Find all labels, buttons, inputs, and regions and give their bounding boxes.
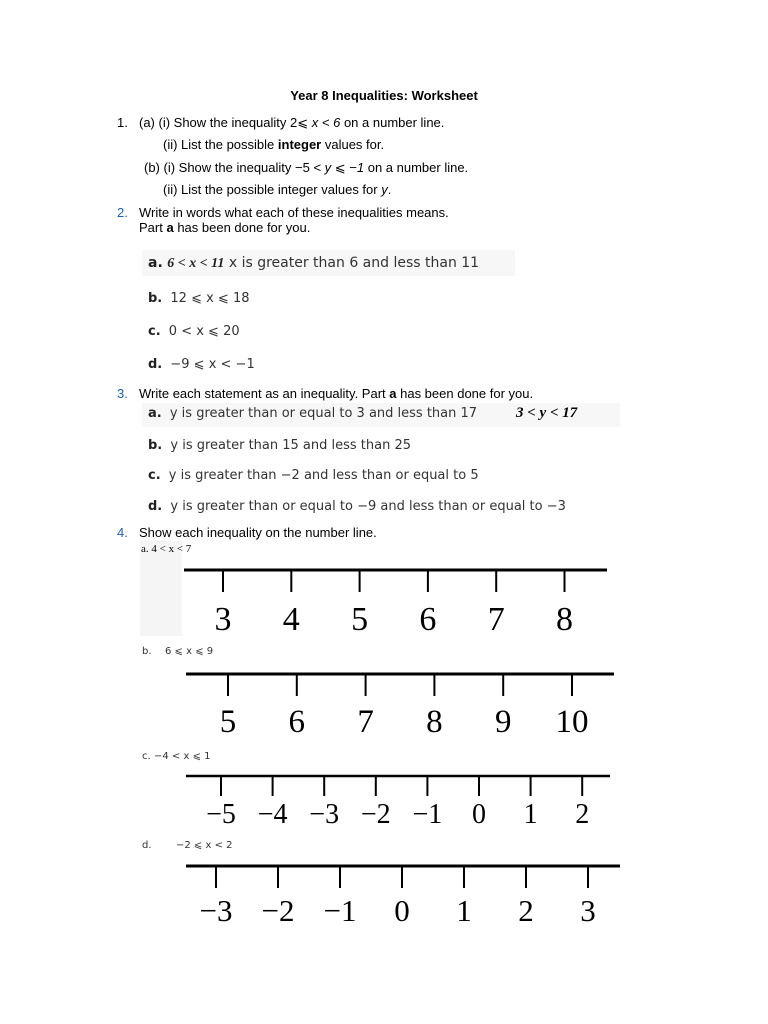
q4-c-label: c. — [142, 751, 151, 762]
q3-c-label: c. — [148, 468, 161, 483]
q3-a-answer: 3 < y < 17 — [516, 405, 578, 421]
q4-c-ineq: −4 < x ⩽ 1 — [154, 751, 211, 762]
q1-b-i-sym: ⩽ — [331, 160, 350, 175]
q1-number: 1. — [117, 115, 128, 130]
q3-line-pre: Write each statement as an inequality. Part — [139, 386, 390, 401]
q2-line1: Write in words what each of these inequalities means. — [139, 205, 449, 220]
q2-b-label: b. — [148, 291, 163, 306]
q1-a-i — [139, 115, 444, 131]
q4-c-number-line — [184, 768, 612, 830]
q2-b-line — [148, 291, 249, 306]
ticks-d-tick-label: 2 — [518, 893, 534, 928]
q3-a-text: y is greater than or equal to 3 and less than 17 — [169, 406, 478, 421]
q3-line-bold: a — [389, 386, 397, 401]
q2-a-math: 6 < x < 11 — [167, 256, 225, 271]
ticks-d-tick-label: 0 — [394, 893, 410, 928]
q2-line2-bold: a — [166, 220, 174, 235]
ticks-a-tick-label: 8 — [556, 601, 573, 638]
ticks-c-tick-label: −1 — [412, 799, 443, 830]
ticks-d-tick-label: 3 — [580, 893, 596, 928]
q4-a-ticks — [215, 570, 574, 638]
q2-line2 — [139, 220, 310, 235]
q4-b-ineq: 6 ⩽ x ⩽ 9 — [165, 646, 214, 657]
ticks-b-tick-label: 9 — [494, 704, 512, 740]
q2-b-text: 12 ⩽ x ⩽ 18 — [170, 291, 250, 306]
q4-d-ticks — [200, 866, 596, 928]
q1-a-i-ital: x < 6 — [308, 115, 341, 130]
ticks-b-tick-label: 6 — [288, 704, 306, 740]
q1-b-ii-pre: (ii) List the possible integer values for — [163, 182, 382, 197]
q3-line-post: has been done for you. — [396, 386, 534, 401]
ticks-c-tick-label: 0 — [472, 799, 486, 830]
q3-d-line — [148, 499, 566, 514]
q2-c-line — [148, 324, 240, 339]
q3-b-label: b. — [148, 438, 163, 453]
ticks-c-tick-label: 1 — [523, 799, 538, 830]
q4-line: Show each inequality on the number line. — [139, 525, 377, 540]
q3-d-text: y is greater than or equal to −9 and less than or equal to −3 — [170, 499, 566, 514]
q4-a-label: a. 4 < x < 7 — [141, 543, 192, 555]
ticks-a-tick-label: 5 — [351, 601, 369, 638]
ticks-a-tick-label: 7 — [487, 601, 505, 638]
q2-a-line — [148, 255, 479, 272]
ticks-b-tick-label: 7 — [357, 704, 374, 740]
q4-a-number-line — [182, 560, 610, 638]
ticks-d-tick-label: −1 — [323, 893, 357, 928]
page-title: Year 8 Inequalities: Worksheet — [290, 88, 478, 103]
ticks-d-tick-label: −2 — [261, 893, 295, 928]
q4-b-label: b. — [142, 646, 152, 657]
q2-c-text: 0 < x ⩽ 20 — [168, 324, 240, 339]
ticks-a-tick-label: 3 — [214, 601, 232, 638]
q1-a-ii-bold: integer — [277, 137, 322, 152]
q1-b-i-y: y — [324, 160, 332, 175]
ticks-d-tick-label: −3 — [199, 893, 233, 928]
q1-a-i-sym: ⩽ — [297, 115, 309, 130]
ticks-b-tick-label: 5 — [219, 704, 237, 740]
q2-line2-post: has been done for you. — [173, 220, 311, 235]
q1-b-ii-y: y — [381, 182, 388, 197]
q4-d-number-line — [184, 858, 622, 930]
q1-b-i — [144, 160, 468, 176]
q1-a-i-pre: (a) (i) Show the inequality 2 — [139, 115, 298, 130]
q2-d-line — [148, 357, 255, 372]
q1-b-i-ital: −1 — [349, 160, 365, 175]
q4-b-number-line — [184, 664, 616, 740]
q1-a-ii — [163, 137, 384, 152]
q3-number: 3. — [117, 386, 128, 401]
q1-b-i-pre: (b) (i) Show the inequality −5 < — [144, 160, 325, 175]
q4-c-ticks — [206, 776, 589, 830]
q1-a-ii-post: values for. — [321, 137, 385, 152]
q3-c-text: y is greater than −2 and less than or equal to 5 — [168, 468, 479, 483]
q1-b-ii-post: . — [387, 182, 392, 197]
q1-a-ii-pre: (ii) List the possible — [163, 137, 278, 152]
q1-b-ii — [163, 182, 391, 197]
q2-a-label: a. — [148, 255, 163, 271]
q3-d-label: d. — [148, 499, 163, 514]
q2-c-label: c. — [148, 324, 161, 339]
q4-d-label: d. — [142, 840, 152, 851]
q2-number: 2. — [117, 205, 128, 220]
ticks-c-tick-label: −5 — [206, 799, 236, 830]
q3-line — [139, 386, 533, 401]
ticks-c-tick-label: −2 — [360, 799, 391, 830]
q3-b-line — [148, 438, 411, 453]
q3-b-text: y is greater than 15 and less than 25 — [170, 438, 412, 453]
q3-a-line — [148, 406, 477, 421]
ticks-a-tick-label: 6 — [419, 601, 437, 638]
q3-a-label: a. — [148, 406, 162, 421]
ticks-b-tick-label: 10 — [555, 704, 589, 740]
q4-number: 4. — [117, 525, 128, 540]
q3-c-line — [148, 468, 479, 483]
q2-line2-pre: Part — [139, 220, 167, 235]
q2-a-text: x is greater than 6 and less than 11 — [224, 255, 480, 271]
ticks-c-tick-label: −4 — [257, 799, 288, 830]
q2-d-label: d. — [148, 357, 163, 372]
ticks-c-tick-label: −3 — [309, 799, 340, 830]
ticks-d-tick-label: 1 — [456, 893, 472, 928]
q2-d-text: −9 ⩽ x < −1 — [170, 357, 255, 372]
ticks-b-tick-label: 8 — [426, 704, 443, 740]
ticks-a-tick-label: 4 — [282, 601, 300, 638]
q1-b-i-post: on a number line. — [364, 160, 469, 175]
q1-a-i-post: on a number line. — [340, 115, 445, 130]
ticks-c-tick-label: 2 — [575, 799, 590, 830]
q4-b-ticks — [220, 674, 589, 740]
q4-d-ineq: −2 ⩽ x < 2 — [176, 840, 233, 851]
